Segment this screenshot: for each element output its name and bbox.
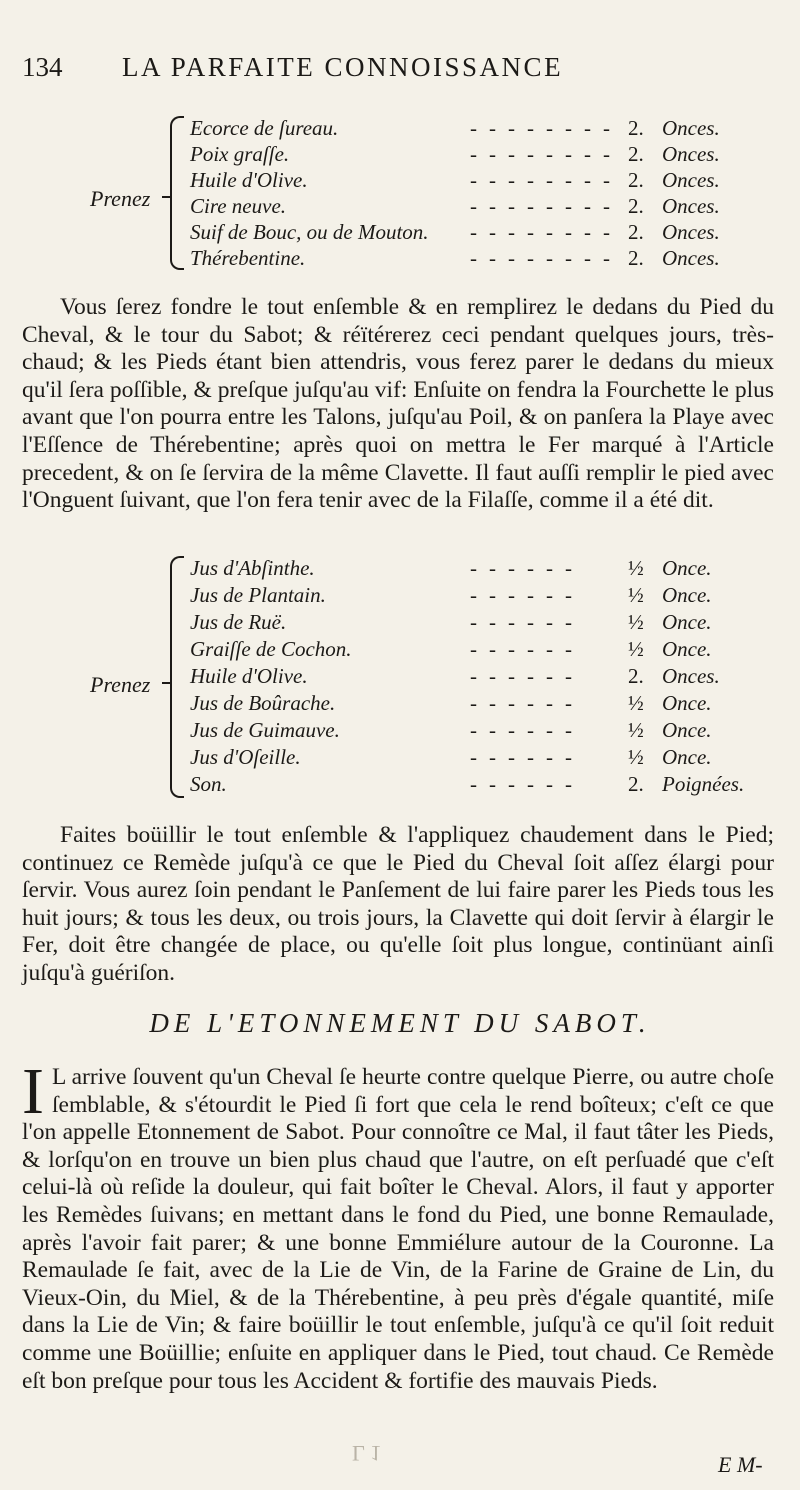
ingredient-name: Ecorce de ſureau. <box>190 116 339 140</box>
recipe-label: Prenez <box>90 672 151 697</box>
ingredient-row <box>190 718 760 745</box>
ingredient-unit: Onces. <box>662 142 720 166</box>
leader-dashes: -------- <box>470 116 622 140</box>
ingredient-name: Cire neuve. <box>190 194 287 218</box>
leader-dashes: -------- <box>470 168 622 192</box>
ingredient-unit: Onces. <box>662 194 720 218</box>
ingredient-name: Jus de Ruë. <box>190 610 287 634</box>
ingredient-quantity: 2. <box>628 142 644 166</box>
paragraph-1: Vous ſerez fondre le tout enſemble & en remplirez le dedans du Pied du Cheval, & le tour du Sabot; & réïtérerez ceci pendant quelques jours, très-chaud; & les Pieds étant bien attendris, vous ferez parer le dedans du mieux qu'il ſera poſſible, & preſque juſqu'au vif: Enſuite on fendra la Fourchette le plus avant que l'on pourra entre les Talons, juſqu'au Poil, & on panſera la Playe avec l'Eſſence de Thérebentine; après quoi on mettra le Fer marqué à l'Article precedent, & on ſe ſervira de la même Clavette. Il faut auſſi remplir le pied avec l'Onguent ſuivant, que l'on fera tenir avec de la Filaſſe, comme il a été dit. <box>22 294 774 514</box>
ingredient-unit: Once. <box>662 745 712 769</box>
ingredient-quantity: ½ <box>628 556 644 580</box>
ingredient-row <box>190 745 760 772</box>
ingredient-quantity: ½ <box>628 691 644 715</box>
ingredient-name: Son. <box>190 772 227 796</box>
ingredient-quantity: ½ <box>628 637 644 661</box>
ingredient-unit: Onces. <box>662 116 720 140</box>
ingredient-unit: Once. <box>662 610 712 634</box>
leader-dashes: ------ <box>470 664 584 688</box>
ingredient-quantity: 2. <box>628 194 644 218</box>
recipe-list-2 <box>90 556 760 806</box>
ingredient-row <box>190 664 760 691</box>
ingredient-name: Graiſſe de Cochon. <box>190 637 352 661</box>
ingredient-name: Jus d'Oſeille. <box>190 745 301 769</box>
ingredient-name: Jus de Plantain. <box>190 583 326 607</box>
ingredient-row <box>190 637 760 664</box>
leader-dashes: ------ <box>470 610 584 634</box>
leader-dashes: -------- <box>470 142 622 166</box>
drop-cap: I <box>22 1055 44 1128</box>
section-heading: DE L'ETONNEMENT DU SABOT. <box>149 1008 651 1038</box>
ingredient-unit: Once. <box>662 583 712 607</box>
recipe-brace <box>170 556 184 798</box>
leader-dashes: ------ <box>470 691 584 715</box>
ingredient-name: Thérebentine. <box>190 246 306 270</box>
leader-dashes: ------ <box>470 583 584 607</box>
ingredient-unit: Once. <box>662 691 712 715</box>
ingredient-name: Huile d'Olive. <box>190 664 308 688</box>
ingredient-quantity: 2. <box>628 772 644 796</box>
ingredient-name: Jus d'Abſinthe. <box>190 556 315 580</box>
ingredient-row <box>190 168 760 195</box>
leader-dashes: ------ <box>470 637 584 661</box>
ingredient-unit: Onces. <box>662 220 720 244</box>
ingredient-name: Suif de Bouc, ou de Mouton. <box>190 220 429 244</box>
ingredient-name: Huile d'Olive. <box>190 168 308 192</box>
ingredient-name: Jus de Boûrache. <box>190 691 336 715</box>
ingredient-row <box>190 116 760 143</box>
leader-dashes: ------ <box>470 772 584 796</box>
leader-dashes: -------- <box>470 246 622 270</box>
ingredient-quantity: 2. <box>628 246 644 270</box>
ingredient-unit: Once. <box>662 637 712 661</box>
paragraph-3-text: L arrive ſouvent qu'un Cheval ſe heurte contre quelque Pierre, ou autre choſe ſemblable, & s'étourdit le Pied ſi fort que cela le rend boîteux; c'eſt ce que l'on appelle Etonnement de Sabot. Pour connoître ce Mal, il faut tâter les Pieds, & lorſqu'on en trouve un bien plus chaud que l'autre, on eſt perſuadé que c'eſt celui-là où reſide la douleur, qui fait boîter le Cheval. Alors, il faut y apporter les Remèdes ſuivans; en mettant dans le fond du Pied, une bonne Remaulade, après l'avoir fait parer; & une bonne Emmiélure autour de la Couronne. La Remaulade ſe fait, avec de la Lie de Vin, de la Farine de Graine de Lin, du Vieux-Oin, du Miel, & de la Thérebentine, à peu près d'égale quantité, miſe dans la Lie de Vin; & faire boüillir le tout enſemble, juſqu'à ce qu'il ſoit reduit comme une Boüillie; enſuite en appliquer dans le Pied, tout chaud. Ce Remède eſt bon preſque pour tous les Accident & fortifie des mauvais Pieds. <box>22 1064 774 1394</box>
catchword: E M- <box>718 1452 763 1477</box>
leader-dashes: ------ <box>470 718 584 742</box>
recipe-list-1 <box>90 116 760 276</box>
leader-dashes: ------ <box>470 556 584 580</box>
ingredient-row <box>190 772 760 799</box>
ingredient-row <box>190 194 760 221</box>
ingredient-quantity: 2. <box>628 116 644 140</box>
ingredient-row <box>190 220 760 247</box>
leader-dashes: ------ <box>470 745 584 769</box>
ingredient-quantity: 2. <box>628 664 644 688</box>
ingredient-quantity: 2. <box>628 220 644 244</box>
ingredient-unit: Onces. <box>662 168 720 192</box>
recipe-label: Prenez <box>90 186 151 211</box>
signature-mark: L 1 <box>352 1441 382 1466</box>
ingredient-quantity: ½ <box>628 745 644 769</box>
ingredient-quantity: ½ <box>628 610 644 634</box>
ingredient-row <box>190 246 760 273</box>
ingredient-name: Poix graſſe. <box>190 142 290 166</box>
running-title: LA PARFAITE CONNOISSANCE <box>122 52 564 82</box>
ingredient-unit: Onces. <box>662 664 720 688</box>
recipe-brace-tip <box>162 196 172 198</box>
leader-dashes: -------- <box>470 194 622 218</box>
leader-dashes: -------- <box>470 220 622 244</box>
ingredient-row <box>190 142 760 169</box>
page-number: 134 <box>22 52 63 82</box>
ingredient-row <box>190 556 760 583</box>
ingredient-unit: Once. <box>662 718 712 742</box>
paragraph-3 <box>22 1055 774 1395</box>
ingredient-quantity: ½ <box>628 583 644 607</box>
ingredient-row <box>190 583 760 610</box>
recipe-brace-tip <box>162 682 172 684</box>
paragraph-2: Faites boüillir le tout enſemble & l'appliquez chaudement dans le Pied; continuez ce Remède juſqu'à ce que le Pied du Cheval ſoit aſſez élargi pour ſervir. Vous aurez ſoin pendant le Panſement de lui faire parer les Pieds tous les huit jours; & tous les deux, ou trois jours, la Clavette qui doit ſervir à élargir le Fer, doit être changée de place, ou qu'elle ſoit plus longue, continüant ainſi juſqu'à guériſon. <box>22 822 774 986</box>
ingredient-unit: Once. <box>662 556 712 580</box>
ingredient-unit: Poignées. <box>662 772 745 796</box>
ingredient-row <box>190 691 760 718</box>
recipe-brace <box>170 116 184 270</box>
ingredient-quantity: 2. <box>628 168 644 192</box>
ingredient-row <box>190 610 760 637</box>
ingredient-name: Jus de Guimauve. <box>190 718 340 742</box>
ingredient-unit: Onces. <box>662 246 720 270</box>
ingredient-quantity: ½ <box>628 718 644 742</box>
